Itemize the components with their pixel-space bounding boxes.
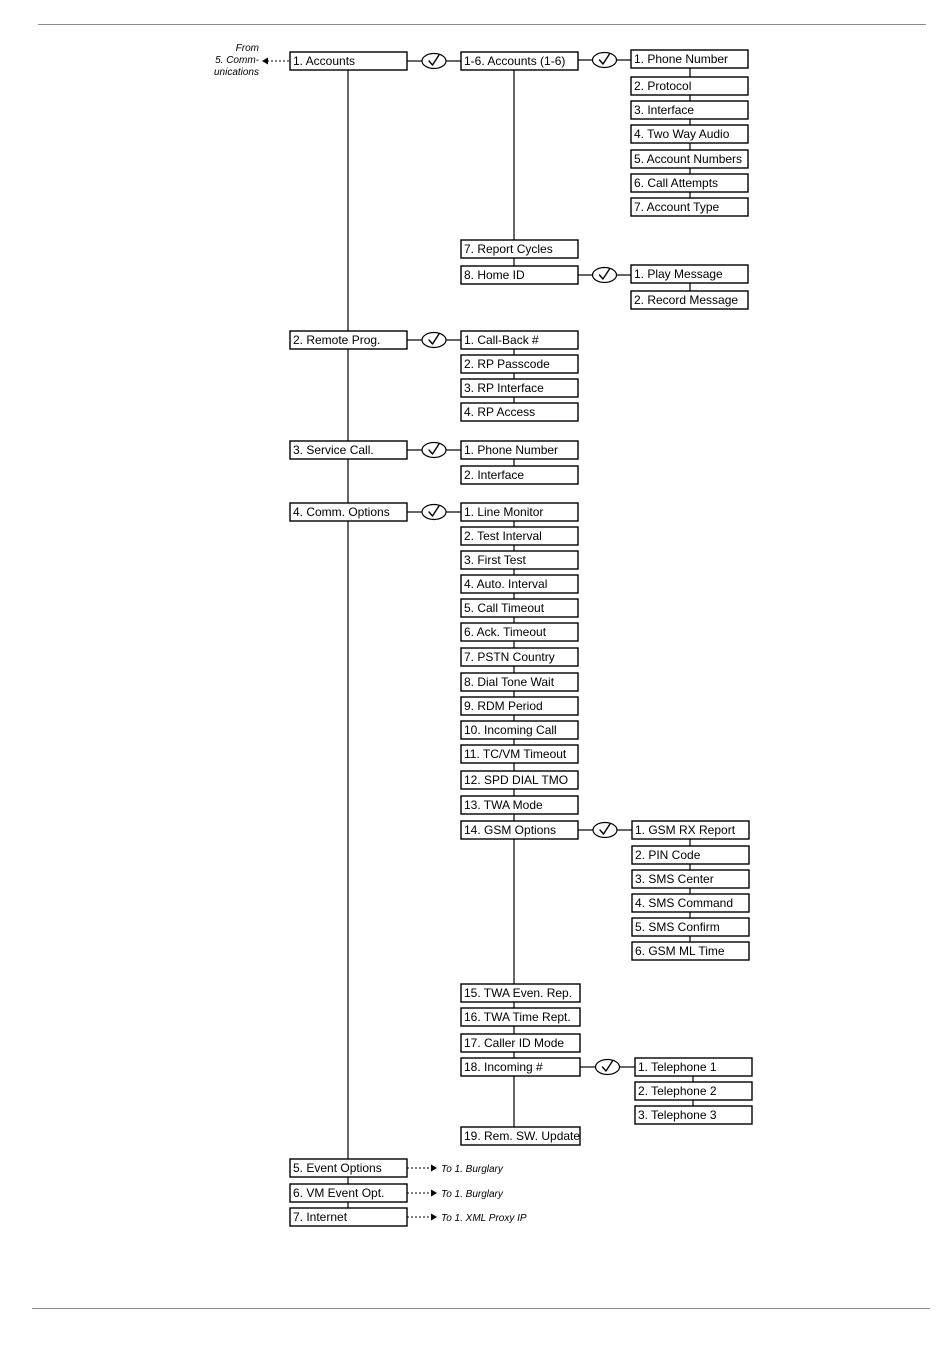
node-label: 13. TWA Mode: [464, 798, 543, 812]
check-icon: [593, 268, 617, 283]
level1-node-3-service-call[interactable]: [290, 441, 407, 459]
home-id-setting-2-record-message[interactable]: [631, 291, 748, 309]
node-label: 2. Remote Prog.: [293, 333, 381, 347]
remote-prog-setting-3-rp-interface[interactable]: [461, 379, 578, 397]
account-setting-2-protocol[interactable]: [631, 77, 748, 95]
check-oval: [422, 333, 446, 348]
check-icon: [593, 53, 617, 68]
node-label: 4. RP Access: [464, 405, 536, 419]
node-label: 2. Telephone 2: [638, 1084, 717, 1098]
node-label: 2. PIN Code: [635, 848, 701, 862]
comm-option-12-spd-dial-tmo[interactable]: [461, 771, 578, 789]
annotation-text: To 1. Burglary: [441, 1164, 503, 1175]
comm-option-16-twa-time-rept[interactable]: [461, 1008, 580, 1026]
gsm-setting-5-sms-confirm[interactable]: [632, 918, 749, 936]
level1-node-2-remote-prog[interactable]: [290, 331, 407, 349]
gsm-setting-3-sms-center[interactable]: [632, 870, 749, 888]
node-label: 1. Call-Back #: [464, 333, 539, 347]
account-setting-1-phone-number[interactable]: [631, 50, 748, 68]
comm-option-8-dial-tone-wait[interactable]: [461, 673, 578, 691]
comm-option-7-pstn-country[interactable]: [461, 648, 578, 666]
gsm-setting-6-gsm-ml-time[interactable]: [632, 942, 749, 960]
node-label: 3. RP Interface: [464, 381, 544, 395]
check-icon: [596, 1060, 620, 1075]
check-icon: [422, 443, 446, 458]
node-label: 3. Interface: [634, 103, 695, 117]
account-setting-7-account-type[interactable]: [631, 198, 748, 216]
node-label: 5. Event Options: [293, 1161, 382, 1175]
node-label: 5. Call Timeout: [464, 601, 545, 615]
node-label: 3. Telephone 3: [638, 1108, 717, 1122]
comm-option-4-auto-interval[interactable]: [461, 575, 578, 593]
node-label: 5. Account Numbers: [634, 152, 743, 166]
service-call-setting-1-phone-number[interactable]: [461, 441, 578, 459]
node-label: 4. Comm. Options: [293, 505, 390, 519]
node-label: 1. Telephone 1: [638, 1060, 717, 1074]
node-label: 3. Service Call.: [293, 443, 374, 457]
comm-option-5-call-timeout[interactable]: [461, 599, 578, 617]
node-label: 16. TWA Time Rept.: [464, 1010, 571, 1024]
level1-node-1-accounts[interactable]: [290, 52, 407, 70]
annotation-text: To 1. XML Proxy IP: [441, 1213, 527, 1224]
comm-option-2-test-interval[interactable]: [461, 527, 578, 545]
node-label: 2. Interface: [464, 468, 525, 482]
node-label: 1. GSM RX Report: [635, 823, 736, 837]
account-setting-3-interface[interactable]: [631, 101, 748, 119]
node-label: 1. Accounts: [293, 54, 356, 68]
comm-option-17-caller-id-mode[interactable]: [461, 1034, 580, 1052]
node-label: 12. SPD DIAL TMO: [464, 773, 569, 787]
node-label: 14. GSM Options: [464, 823, 557, 837]
node-label: 6. GSM ML Time: [635, 944, 725, 958]
incoming-setting-3-telephone-3[interactable]: [635, 1106, 752, 1124]
node-label: 6. Call Attempts: [634, 176, 719, 190]
node-label: 2. Protocol: [634, 79, 692, 93]
comm-option-6-ack-timeout[interactable]: [461, 623, 578, 641]
comm-option-11-tc-vm-timeout[interactable]: [461, 745, 578, 763]
from-arrow-head: [262, 58, 268, 65]
check-icon: [593, 823, 617, 838]
remote-prog-setting-4-rp-access[interactable]: [461, 403, 578, 421]
node-label: 2. Test Interval: [464, 529, 542, 543]
node-label: 8. Dial Tone Wait: [464, 675, 555, 689]
node-label: 1-6. Accounts (1-6): [464, 54, 566, 68]
account-setting-6-call-attempts[interactable]: [631, 174, 748, 192]
gsm-setting-4-sms-command[interactable]: [632, 894, 749, 912]
comm-option-10-incoming-call[interactable]: [461, 721, 578, 739]
node-label: 8. Home ID: [464, 268, 525, 282]
check-oval: [593, 268, 617, 283]
comm-option-18-incoming[interactable]: [461, 1058, 580, 1076]
comm-option-14-gsm-options[interactable]: [461, 821, 578, 839]
remote-prog-setting-1-call-back[interactable]: [461, 331, 578, 349]
menu-nodes: [290, 50, 752, 1226]
node-label: 17. Caller ID Mode: [464, 1036, 565, 1050]
comm-option-1-line-monitor[interactable]: [461, 503, 578, 521]
check-icon: [422, 333, 446, 348]
node-label: 4. SMS Command: [635, 896, 734, 910]
node-label: 7. Internet: [293, 1210, 348, 1224]
home-id-setting-1-play-message[interactable]: [631, 265, 748, 283]
incoming-setting-1-telephone-1[interactable]: [635, 1058, 752, 1076]
node-label: 4. Auto. Interval: [464, 577, 548, 591]
annotation-text: From: [235, 43, 259, 54]
node-label: 1. Phone Number: [464, 443, 559, 457]
service-call-setting-2-interface[interactable]: [461, 466, 578, 484]
comm-option-15-twa-even-rep[interactable]: [461, 984, 580, 1002]
node-label: 2. Record Message: [634, 293, 739, 307]
check-oval: [422, 443, 446, 458]
node-label: 15. TWA Even. Rep.: [464, 986, 573, 1000]
node-label: 3. First Test: [464, 553, 526, 567]
level1-node-6-vm-event-opt[interactable]: [290, 1184, 407, 1202]
node-label: 11. TC/VM Timeout: [464, 747, 567, 761]
level1-node-5-event-options[interactable]: [290, 1159, 407, 1177]
node-label: 2. RP Passcode: [464, 357, 550, 371]
incoming-setting-2-telephone-2[interactable]: [635, 1082, 752, 1100]
to-arrow-head: [431, 1190, 437, 1197]
level1-node-7-internet[interactable]: [290, 1208, 407, 1226]
check-oval: [422, 505, 446, 520]
node-label: 1. Line Monitor: [464, 505, 544, 519]
node-label: 4. Two Way Audio: [634, 127, 730, 141]
node-label: 6. Ack. Timeout: [464, 625, 547, 639]
gsm-setting-1-gsm-rx-report[interactable]: [632, 821, 749, 839]
node-label: 19. Rem. SW. Update: [464, 1129, 581, 1143]
node-label: 5. SMS Confirm: [635, 920, 720, 934]
node-label: 6. VM Event Opt.: [293, 1186, 385, 1200]
node-label: 7. PSTN Country: [464, 650, 555, 664]
to-arrow-head: [431, 1214, 437, 1221]
to-arrow-head: [431, 1165, 437, 1172]
account-setting-5-account-numbers[interactable]: [631, 150, 748, 168]
accounts-node-7-report-cycles[interactable]: [461, 240, 578, 258]
accounts-node-1-6-accounts-1-6[interactable]: [461, 52, 578, 70]
node-label: 1. Phone Number: [634, 52, 729, 66]
remote-prog-setting-2-rp-passcode[interactable]: [461, 355, 578, 373]
accounts-node-8-home-id[interactable]: [461, 266, 578, 284]
check-oval: [593, 823, 617, 838]
node-label: 1. Play Message: [634, 267, 723, 281]
check-oval: [596, 1060, 620, 1075]
annotation-text: 5. Comm-: [215, 55, 259, 66]
node-label: 9. RDM Period: [464, 699, 543, 713]
gsm-setting-2-pin-code[interactable]: [632, 846, 749, 864]
comm-option-3-first-test[interactable]: [461, 551, 578, 569]
account-setting-4-two-way-audio[interactable]: [631, 125, 748, 143]
node-label: 7. Report Cycles: [464, 242, 553, 256]
node-label: 3. SMS Center: [635, 872, 714, 886]
annotation-text: unications: [213, 67, 259, 78]
level1-node-4-comm-options[interactable]: [290, 503, 407, 521]
comm-option-19-rem-sw-update[interactable]: [461, 1127, 580, 1145]
check-icon: [422, 54, 446, 69]
comm-option-13-twa-mode[interactable]: [461, 796, 578, 814]
node-label: 18. Incoming #: [464, 1060, 543, 1074]
node-label: 10. Incoming Call: [464, 723, 557, 737]
check-icon: [422, 505, 446, 520]
node-label: 7. Account Type: [634, 200, 720, 214]
comm-option-9-rdm-period[interactable]: [461, 697, 578, 715]
annotation-text: To 1. Burglary: [441, 1189, 503, 1200]
check-oval: [422, 54, 446, 69]
check-oval: [593, 53, 617, 68]
